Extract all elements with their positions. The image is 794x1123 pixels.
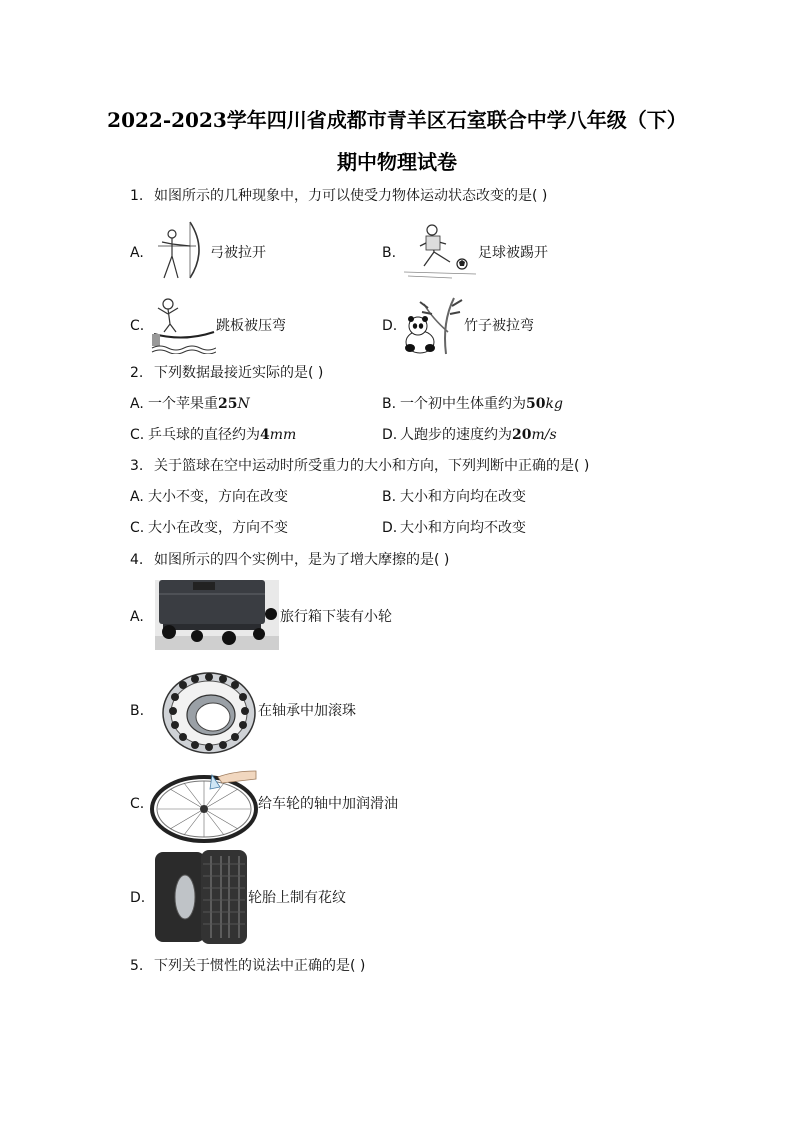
exam-title-line2: 期中物理试卷 bbox=[337, 150, 457, 174]
q3-option-c bbox=[130, 519, 288, 537]
q1-option-a-caption: 弓被拉开 bbox=[210, 245, 266, 261]
q3-option-a bbox=[130, 488, 288, 506]
option-text: 大小不变，方向在改变 bbox=[148, 489, 288, 505]
question-stem: 下列关于惯性的说法中正确的是( ) bbox=[154, 958, 366, 974]
option-unit: N bbox=[237, 396, 250, 412]
diving-board-icon bbox=[150, 294, 216, 354]
question-3 bbox=[130, 457, 589, 475]
option-label: C. bbox=[130, 520, 145, 536]
q2-option-c bbox=[130, 426, 296, 444]
q3-option-d bbox=[382, 519, 526, 537]
q3-option-b bbox=[382, 488, 526, 506]
question-5 bbox=[130, 957, 365, 975]
ball-bearing-icon bbox=[155, 663, 257, 755]
option-label: C. bbox=[130, 427, 145, 443]
option-value: 20 bbox=[512, 427, 532, 443]
q4-option-d-label: D. bbox=[130, 890, 146, 906]
option-text: 人跑步的速度约为 bbox=[400, 427, 512, 443]
question-stem: 关于篮球在空中运动时所受重力的大小和方向，下列判断中正确的是( ) bbox=[154, 458, 590, 474]
q1-option-c-label: C. bbox=[130, 318, 145, 334]
option-label: D. bbox=[382, 427, 398, 443]
option-label: B. bbox=[382, 489, 397, 505]
option-text: 大小和方向均不改变 bbox=[400, 520, 526, 536]
q4-option-c-caption: 给车轮的轴中加润滑油 bbox=[258, 796, 398, 812]
kicking-football-icon bbox=[402, 220, 478, 280]
option-text: 一个初中生体重约为 bbox=[400, 396, 526, 412]
q1-option-d-caption: 竹子被拉弯 bbox=[464, 318, 534, 334]
option-value: 4 bbox=[260, 427, 270, 443]
option-unit: m/s bbox=[531, 427, 557, 443]
question-stem: 下列数据最接近实际的是( ) bbox=[154, 365, 324, 381]
q4-option-a-label: A. bbox=[130, 609, 144, 625]
q2-option-a bbox=[130, 395, 250, 413]
q1-option-b-caption: 足球被踢开 bbox=[478, 245, 548, 261]
option-text: 大小和方向均在改变 bbox=[400, 489, 526, 505]
exam-title-line1: 2022-2023学年四川省成都市青羊区石室联合中学八年级（下） bbox=[107, 108, 687, 132]
question-number: 2. bbox=[130, 365, 144, 381]
archer-bow-icon bbox=[150, 218, 210, 282]
option-unit: mm bbox=[269, 427, 297, 443]
question-number: 5. bbox=[130, 958, 144, 974]
option-text: 大小在改变，方向不变 bbox=[148, 520, 288, 536]
option-text: 乒乓球的直径约为 bbox=[148, 427, 260, 443]
option-unit: kg bbox=[545, 396, 563, 412]
question-1 bbox=[130, 187, 547, 205]
question-number: 4. bbox=[130, 552, 144, 568]
question-2 bbox=[130, 364, 323, 382]
option-label: B. bbox=[382, 396, 397, 412]
tire-tread-icon bbox=[155, 850, 247, 944]
option-label: A. bbox=[130, 489, 144, 505]
option-label: A. bbox=[130, 396, 144, 412]
q1-option-c-caption: 跳板被压弯 bbox=[216, 318, 286, 334]
q1-option-b-label: B. bbox=[382, 245, 397, 261]
q4-option-b-caption: 在轴承中加滚珠 bbox=[258, 703, 356, 719]
suitcase-wheels-icon bbox=[155, 580, 279, 650]
panda-bamboo-icon bbox=[402, 292, 464, 356]
q1-option-a-label: A. bbox=[130, 245, 144, 261]
q4-option-b-label: B. bbox=[130, 703, 145, 719]
bicycle-wheel-oil-icon bbox=[148, 765, 260, 845]
question-stem: 如图所示的几种现象中，力可以使受力物体运动状态改变的是( ) bbox=[154, 188, 548, 204]
question-4 bbox=[130, 551, 449, 569]
option-text: 一个苹果重 bbox=[148, 396, 218, 412]
q4-option-a-caption: 旅行箱下装有小轮 bbox=[280, 609, 392, 625]
option-label: D. bbox=[382, 520, 398, 536]
question-stem: 如图所示的四个实例中，是为了增大摩擦的是( ) bbox=[154, 552, 450, 568]
option-value: 50 bbox=[526, 396, 546, 412]
option-value: 25 bbox=[218, 396, 238, 412]
q4-option-c-label: C. bbox=[130, 796, 145, 812]
question-number: 3. bbox=[130, 458, 144, 474]
q2-option-d bbox=[382, 426, 557, 444]
question-number: 1. bbox=[130, 188, 144, 204]
q1-option-d-label: D. bbox=[382, 318, 398, 334]
q2-option-b bbox=[382, 395, 563, 413]
q4-option-d-caption: 轮胎上制有花纹 bbox=[248, 890, 346, 906]
